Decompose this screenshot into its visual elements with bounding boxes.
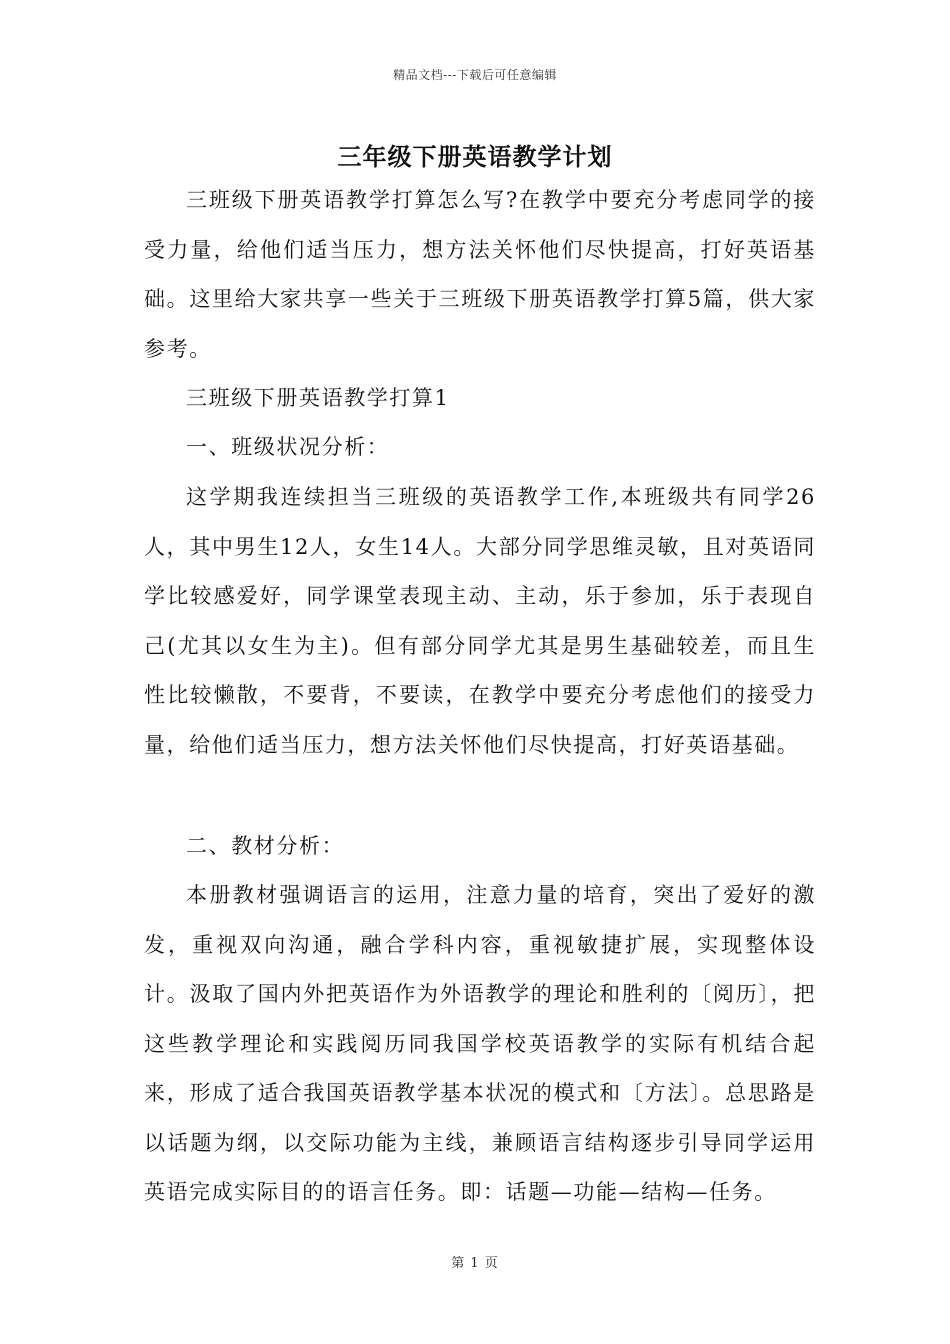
section1-paragraph: 这学期我连续担当三班级的英语教学工作,本班级共有同学26人，其中男生12人，女生14人。大部分同学思维灵敏，且对英语同学比较感爱好，同学课堂表现主动、主动，乐于参加，乐于表现自己(尤其以女生为主)。但有部分同学尤其是男生基础较差，而且生性比较懒散，不要背，不要读，在教学中要充分考虑他们的接受力量，给他们适当压力，想方法关怀他们尽快提高，打好英语基础。: [144, 485, 816, 757]
section2-paragraph: 本册教材强调语言的运用，注意力量的培育，突出了爱好的激发，重视双向沟通，融合学科内容，重视敏捷扩展，实现整体设计。汲取了国内外把英语作为外语教学的理论和胜利的〔阅历〕，把这些教学理论和实践阅历同我国学校英语教学的实际有机结合起来，形成了适合我国英语教学基本状况的模式和〔方法〕。总思路是以话题为纲，以交际功能为主线，兼顾语言结构逐步引导同学运用英语完成实际目的的语言任务。即：话题—功能—结构—任务。: [144, 883, 816, 1204]
header-note: 精品文档---下载后可任意编辑: [393, 68, 557, 82]
plan-heading: 三班级下册英语教学打算1: [186, 386, 450, 410]
section2-heading: 二、教材分析：: [186, 834, 345, 858]
page-number: 第 1 页: [451, 1256, 499, 1271]
document-title: 三年级下册英语教学计划: [337, 142, 613, 171]
intro-paragraph: 三班级下册英语教学打算怎么写?在教学中要充分考虑同学的接受力量，给他们适当压力，想方法关怀他们尽快提高，打好英语基础。这里给大家共享一些关于三班级下册英语教学打算5篇，供大家参考。: [144, 188, 816, 361]
section1-heading: 一、班级状况分析：: [186, 435, 390, 459]
